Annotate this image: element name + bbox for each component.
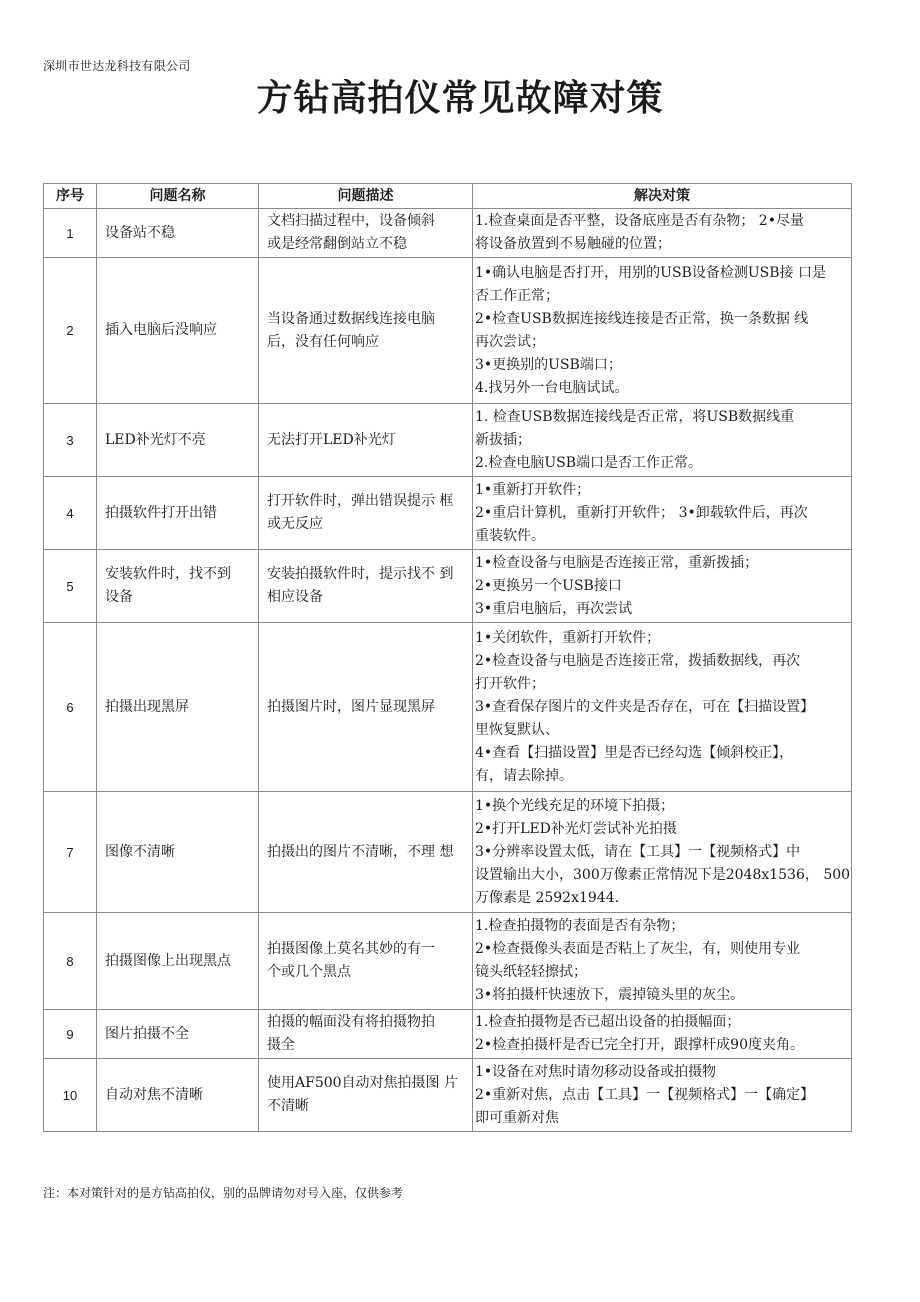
- table-row: [44, 404, 852, 477]
- cell-problem-description: [259, 258, 473, 404]
- cell-solution: [473, 258, 852, 404]
- cell-problem-description-line: 摄全: [267, 1037, 295, 1053]
- cell-problem-name-line: 设备站不稳: [105, 224, 175, 241]
- table-row: [44, 1010, 852, 1059]
- cell-problem-description-line: 拍摄图片时，图片显现黑屏: [267, 698, 435, 715]
- cell-solution-line: 1•确认电脑是否打开，用别的USB设备检测USB接 口是: [475, 264, 826, 281]
- cell-solution: [473, 623, 852, 792]
- cell-solution-line: 重装软件。: [475, 527, 545, 544]
- cell-problem-description-line: 打开软件时，弹出错误提示 框: [267, 493, 454, 509]
- cell-solution-line: 打开软件；: [475, 675, 545, 692]
- cell-solution: [473, 1010, 852, 1059]
- cell-problem-name-line: 设备: [105, 589, 133, 605]
- table-row: [44, 1059, 852, 1132]
- cell-problem-description-line: 或是经常翻倒站立不稳: [267, 236, 407, 252]
- cell-problem-description-line: 相应设备: [267, 589, 323, 605]
- cell-solution-line: 将设备放置到不易触碰的位置；: [475, 236, 671, 252]
- cell-problem-name: [97, 209, 259, 258]
- cell-solution-line: 2•检查拍摄杆是否已完全打开，跟撑杆成90度夹角。: [475, 1037, 804, 1053]
- column-header-name: 问题名称: [97, 184, 259, 209]
- cell-problem-name-line: 图像不清晰: [105, 843, 175, 860]
- cell-problem-description-line: 文档扫描过程中，设备倾斜: [267, 213, 435, 229]
- column-header-solution: 解决对策: [473, 184, 852, 209]
- cell-solution-line: 3•将拍摄杆快速放下，震掉镜头里的灰尘。: [475, 987, 745, 1003]
- cell-number: 5: [44, 550, 97, 623]
- cell-number: 10: [44, 1059, 97, 1132]
- cell-solution-line: 新拔插；: [475, 431, 531, 448]
- cell-solution-line: 万像素是 2592x1944.: [475, 889, 620, 906]
- cell-solution-line: 4•查看【扫描设置】里是否已经勾选【倾斜校正】，: [475, 744, 794, 761]
- table-row: [44, 477, 852, 550]
- cell-solution-line: 设置输出大小，300万像素正常情况下是2048x1536， 500: [475, 866, 851, 883]
- column-header-no: 序号: [44, 184, 97, 209]
- cell-number: 3: [44, 404, 97, 477]
- cell-problem-description-line: 无法打开LED补光灯: [267, 431, 396, 448]
- cell-problem-description-line: 或无反应: [267, 516, 323, 532]
- cell-problem-name: [97, 1059, 259, 1132]
- cell-solution-line: 1.检查拍摄物是否已超出设备的拍摄幅面；: [475, 1014, 741, 1030]
- cell-solution-line: 1.检查桌面是否平整，设备底座是否有杂物； 2•尽量: [475, 213, 804, 229]
- cell-solution-line: 1. 检查USB数据连接线是否正常，将USB数据线重: [475, 408, 795, 425]
- cell-problem-name-line: 插入电脑后没响应: [105, 322, 217, 338]
- cell-solution-line: 2.检查电脑USB端口是否工作正常。: [475, 454, 703, 471]
- cell-solution-line: 1•检查设备与电脑是否连接正常，重新拨插；: [475, 554, 759, 571]
- fault-table: [43, 183, 852, 1132]
- cell-problem-description-line: 拍摄出的图片不清晰，不理 想: [267, 843, 454, 860]
- cell-solution-line: 里恢复默认、: [475, 721, 559, 738]
- cell-problem-name-line: 拍摄出现黑屏: [105, 698, 189, 715]
- cell-solution-line: 1•关闭软件，重新打开软件；: [475, 629, 661, 646]
- cell-solution: [473, 1059, 852, 1132]
- cell-solution-line: 2•重新对焦，点击【工具】一【视频格式】一【确定】: [475, 1086, 815, 1103]
- cell-problem-description: [259, 550, 473, 623]
- cell-solution-line: 1•换个光线充足的环境下拍摄；: [475, 797, 675, 814]
- cell-number: 1: [44, 209, 97, 258]
- table-row: [44, 258, 852, 404]
- cell-number: 4: [44, 477, 97, 550]
- table-header-row: [44, 184, 852, 209]
- table-row: [44, 792, 852, 913]
- cell-solution-line: 2•检查USB数据连接线连接是否正常，换一条数据 线: [475, 310, 809, 327]
- cell-solution-line: 2•打开LED补光灯尝试补光拍摄: [475, 820, 677, 837]
- cell-solution: [473, 913, 852, 1010]
- cell-solution: [473, 404, 852, 477]
- cell-problem-name: [97, 477, 259, 550]
- column-header-description: 问题描述: [259, 184, 473, 209]
- cell-problem-description: [259, 477, 473, 550]
- cell-problem-description: [259, 1059, 473, 1132]
- table-row: [44, 550, 852, 623]
- document-title: 方钻高拍仪常见故障对策: [256, 77, 664, 119]
- cell-problem-name: [97, 258, 259, 404]
- cell-problem-description-line: 不清晰: [267, 1098, 309, 1114]
- cell-problem-name-line: 拍摄图像上出现黑点: [105, 952, 231, 969]
- table-row: [44, 913, 852, 1010]
- cell-number: 7: [44, 792, 97, 913]
- cell-solution-line: 2•更换另一个USB接口: [475, 577, 622, 594]
- cell-solution: [473, 209, 852, 258]
- cell-number: 6: [44, 623, 97, 792]
- cell-problem-name: [97, 550, 259, 623]
- cell-problem-name: [97, 404, 259, 477]
- cell-solution-line: 1.检查拍摄物的表面是否有杂物；: [475, 918, 685, 934]
- cell-solution: [473, 792, 852, 913]
- cell-number: 8: [44, 913, 97, 1010]
- cell-solution-line: 否工作正常；: [475, 287, 559, 304]
- cell-solution-line: 2•检查设备与电脑是否连接正常，拨插数据线，再次: [475, 652, 801, 669]
- cell-solution-line: 再次尝试；: [475, 333, 545, 350]
- cell-problem-description-line: 拍摄图像上莫名其妙的有一: [267, 941, 435, 957]
- cell-solution-line: 3•重启电脑后，再次尝试: [475, 600, 633, 617]
- footer-note: 注：本对策针对的是方钻高拍仪，别的品牌请勿对号入座，仅供参考: [43, 1186, 404, 1200]
- cell-problem-name-line: LED补光灯不亮: [105, 431, 206, 448]
- cell-problem-description: [259, 404, 473, 477]
- table-row: [44, 623, 852, 792]
- cell-solution-line: 2•重启计算机，重新打开软件； 3•卸载软件后，再次: [475, 504, 808, 521]
- cell-problem-description: [259, 1010, 473, 1059]
- cell-problem-description-line: 个或几个黑点: [267, 964, 351, 980]
- table-row: [44, 209, 852, 258]
- cell-problem-description: [259, 913, 473, 1010]
- cell-problem-name: [97, 1010, 259, 1059]
- cell-solution: [473, 477, 852, 550]
- cell-problem-description: [259, 792, 473, 913]
- company-name: 深圳市世达龙科技有限公司: [43, 59, 191, 73]
- cell-problem-name-line: 图片拍摄不全: [105, 1025, 189, 1042]
- cell-problem-name-line: 自动对焦不清晰: [105, 1086, 203, 1103]
- cell-problem-description-line: 使用AF500自动对焦拍摄图 片: [267, 1075, 458, 1091]
- cell-solution-line: 1•设备在对焦时请勿移动设备或拍摄物: [475, 1063, 717, 1080]
- cell-number: 2: [44, 258, 97, 404]
- table-body: [44, 209, 852, 1132]
- cell-solution-line: 3•分辨率设置太低，请在【工具】一【视频格式】中: [475, 843, 801, 860]
- cell-solution-line: 3•更换别的USB端口；: [475, 356, 622, 373]
- cell-solution-line: 3•查看保存图片的文件夹是否存在，可在【扫描设置】: [475, 698, 815, 715]
- cell-solution-line: 2•检查摄像头表面是否粘上了灰尘，有，则使用专业: [475, 941, 801, 957]
- cell-problem-name-line: 安装软件时，找不到: [105, 566, 231, 582]
- cell-problem-name-line: 拍摄软件打开出错: [105, 504, 217, 521]
- cell-solution-line: 4.找另外一台电脑试试。: [475, 379, 629, 396]
- cell-solution-line: 镜头纸轻轻擦拭；: [475, 964, 587, 980]
- cell-solution-line: 有，请去除掉。: [475, 767, 573, 784]
- cell-problem-description-line: 后，没有任何响应: [267, 333, 379, 350]
- cell-solution: [473, 550, 852, 623]
- cell-solution-line: 1•重新打开软件；: [475, 481, 591, 498]
- cell-solution-line: 即可重新对焦: [475, 1109, 559, 1126]
- cell-problem-description-line: 拍摄的幅面没有将拍摄物拍: [267, 1014, 435, 1030]
- cell-problem-description: [259, 209, 473, 258]
- cell-problem-name: [97, 913, 259, 1010]
- cell-problem-name: [97, 623, 259, 792]
- cell-problem-description-line: 安装拍摄软件时，提示找不 到: [267, 566, 454, 582]
- cell-problem-description-line: 当设备通过数据线连接电脑: [267, 310, 435, 327]
- cell-problem-name: [97, 792, 259, 913]
- cell-number: 9: [44, 1010, 97, 1059]
- cell-problem-description: [259, 623, 473, 792]
